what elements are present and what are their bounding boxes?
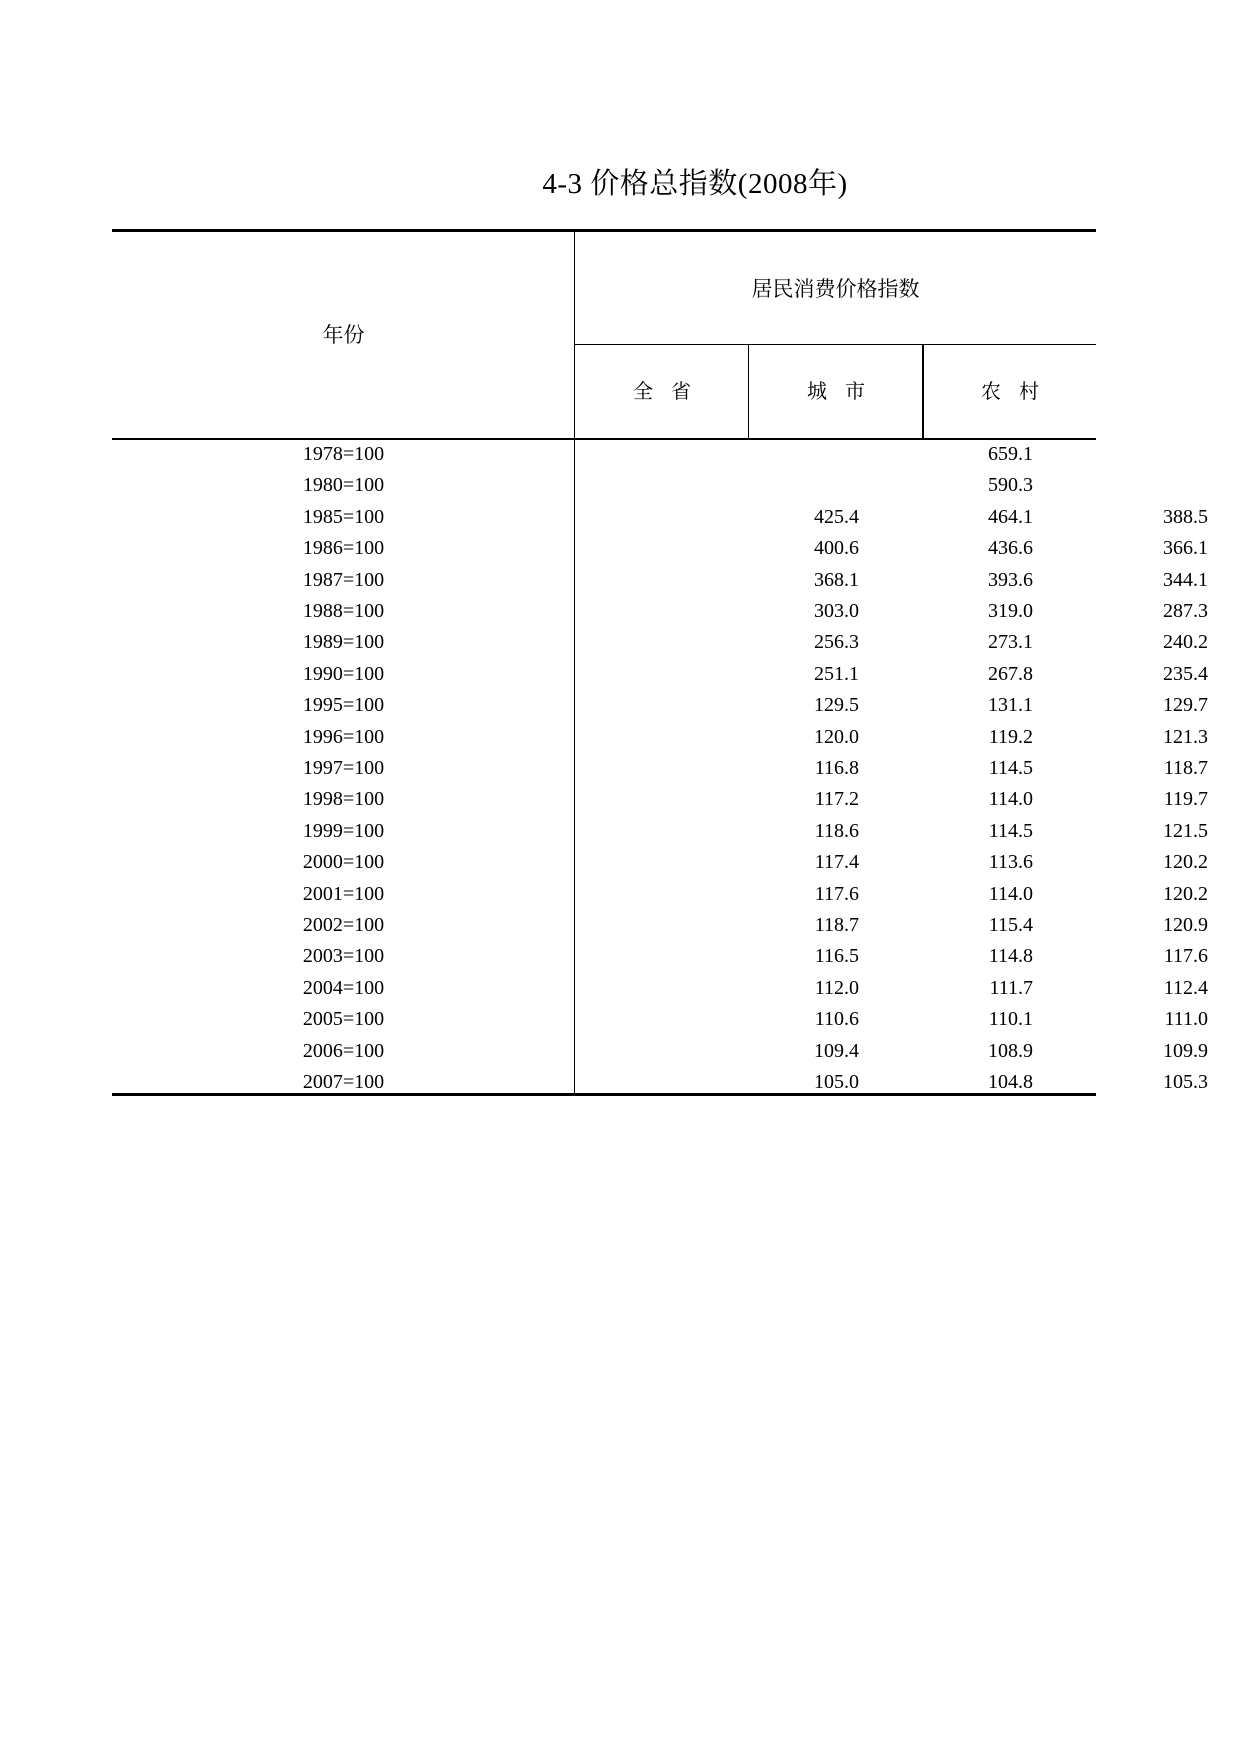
cell-city: 273.1 xyxy=(988,631,1033,654)
table-row xyxy=(112,533,1208,564)
cell-year: 2005=100 xyxy=(302,1008,385,1031)
table-row xyxy=(112,941,1208,972)
cell-year: 1995=100 xyxy=(302,694,385,717)
table-row xyxy=(112,1067,1208,1098)
cell-rural: 117.6 xyxy=(1163,945,1208,968)
cell-province: 368.1 xyxy=(814,568,859,591)
cell-year: 1980=100 xyxy=(302,474,385,497)
cell-year: 2006=100 xyxy=(302,1039,385,1062)
table-row xyxy=(112,565,1208,596)
cell-year: 2002=100 xyxy=(302,914,385,936)
table-row xyxy=(112,847,1208,878)
group-header-rule xyxy=(575,344,1096,345)
cell-year: 1989=100 xyxy=(302,631,385,654)
cell-city: 119.2 xyxy=(988,725,1033,748)
cell-province: 105.0 xyxy=(814,1071,859,1093)
table-row xyxy=(112,879,1208,910)
cell-rural: 366.1 xyxy=(1163,537,1208,560)
cell-province: 118.6 xyxy=(814,819,859,842)
cell-city: 114.0 xyxy=(988,788,1033,811)
cell-city: 114.0 xyxy=(988,882,1033,905)
table-row xyxy=(112,1004,1208,1035)
header-province: 全省 xyxy=(633,379,709,403)
cell-rural: 121.3 xyxy=(1163,725,1208,748)
cell-year: 2007=100 xyxy=(302,1071,385,1093)
cell-city: 436.6 xyxy=(988,537,1033,560)
cell-city: 108.9 xyxy=(988,1039,1033,1062)
table-row xyxy=(112,659,1208,690)
table-row xyxy=(112,690,1208,721)
cell-year: 1986=100 xyxy=(302,537,385,560)
table-row xyxy=(112,910,1208,941)
cell-province: 109.4 xyxy=(814,1039,859,1062)
cell-province: 116.5 xyxy=(814,945,859,968)
cell-province: 256.3 xyxy=(814,631,859,654)
table-row xyxy=(112,722,1208,753)
cell-rural: 120.2 xyxy=(1163,851,1208,874)
cell-city: 319.0 xyxy=(988,600,1033,622)
cell-city: 267.8 xyxy=(988,662,1033,685)
cell-city: 104.8 xyxy=(988,1071,1033,1093)
cell-province: 112.0 xyxy=(814,976,859,999)
table-row xyxy=(112,439,1096,470)
cell-city: 114.5 xyxy=(988,819,1033,842)
cell-city: 110.1 xyxy=(988,1008,1033,1031)
table-top-rule xyxy=(112,229,1096,232)
cell-city: 114.8 xyxy=(988,945,1033,968)
cell-rural: 120.9 xyxy=(1163,914,1208,936)
cell-year: 1998=100 xyxy=(302,788,385,811)
table-row xyxy=(112,973,1208,1004)
cell-province: 251.1 xyxy=(814,662,859,685)
cell-province: 120.0 xyxy=(814,725,859,748)
cell-rural: 112.4 xyxy=(1163,976,1208,999)
header-city: 城市 xyxy=(807,379,883,403)
header-cpi-group: 居民消费价格指数 xyxy=(751,277,920,301)
table-row xyxy=(112,502,1208,533)
cell-year: 2001=100 xyxy=(302,882,385,905)
cell-city: 464.1 xyxy=(988,505,1033,528)
cell-city: 393.6 xyxy=(988,568,1033,591)
cell-city: 131.1 xyxy=(988,694,1033,717)
cell-province: 110.6 xyxy=(814,1008,859,1031)
cell-city: 114.5 xyxy=(988,757,1033,779)
cell-province: 117.2 xyxy=(814,788,859,811)
cell-year: 1988=100 xyxy=(302,600,385,622)
table-row xyxy=(112,784,1208,815)
cell-rural: 344.1 xyxy=(1163,568,1208,591)
table-row xyxy=(112,627,1208,658)
cell-province: 117.6 xyxy=(814,882,859,905)
table-row xyxy=(112,1036,1208,1067)
cell-city: 590.3 xyxy=(988,474,1033,497)
table-row xyxy=(112,596,1208,627)
cell-province: 117.4 xyxy=(814,851,859,874)
cell-province: 425.4 xyxy=(814,505,859,528)
cell-rural: 240.2 xyxy=(1163,631,1208,654)
cell-rural: 388.5 xyxy=(1163,505,1208,528)
cell-rural: 118.7 xyxy=(1163,757,1208,779)
cell-year: 1999=100 xyxy=(302,819,385,842)
cell-city: 111.7 xyxy=(989,976,1033,999)
cell-rural: 129.7 xyxy=(1163,694,1208,717)
table-row xyxy=(112,753,1208,784)
cell-province: 118.7 xyxy=(814,914,859,936)
cell-year: 1997=100 xyxy=(302,757,385,779)
cell-rural: 111.0 xyxy=(1164,1008,1208,1031)
cell-city: 659.1 xyxy=(988,443,1033,465)
cell-year: 1996=100 xyxy=(302,725,385,748)
table-row xyxy=(112,470,1096,501)
cell-rural: 235.4 xyxy=(1163,662,1208,685)
cell-rural: 119.7 xyxy=(1163,788,1208,811)
cell-year: 1978=100 xyxy=(302,443,385,465)
table-row xyxy=(112,816,1208,847)
cell-province: 303.0 xyxy=(814,600,859,622)
cell-year: 2004=100 xyxy=(302,976,385,999)
cell-rural: 121.5 xyxy=(1163,819,1208,842)
cell-rural: 287.3 xyxy=(1163,600,1208,622)
cell-year: 1990=100 xyxy=(302,662,385,685)
header-rural: 农村 xyxy=(981,379,1057,403)
cell-city: 113.6 xyxy=(988,851,1033,874)
cell-year: 2003=100 xyxy=(302,945,385,968)
cell-city: 115.4 xyxy=(988,914,1033,936)
cell-year: 1985=100 xyxy=(302,505,385,528)
cell-year: 2000=100 xyxy=(302,851,385,874)
cell-rural: 120.2 xyxy=(1163,882,1208,905)
cell-year: 1987=100 xyxy=(302,568,385,591)
cell-province: 116.8 xyxy=(814,757,859,779)
cell-province: 129.5 xyxy=(814,694,859,717)
page-title: 4-3 价格总指数(2008年) xyxy=(542,168,848,200)
cell-rural: 105.3 xyxy=(1163,1071,1208,1093)
cell-rural: 109.9 xyxy=(1163,1039,1208,1062)
cell-province: 400.6 xyxy=(814,537,859,560)
header-year: 年份 xyxy=(322,323,365,347)
